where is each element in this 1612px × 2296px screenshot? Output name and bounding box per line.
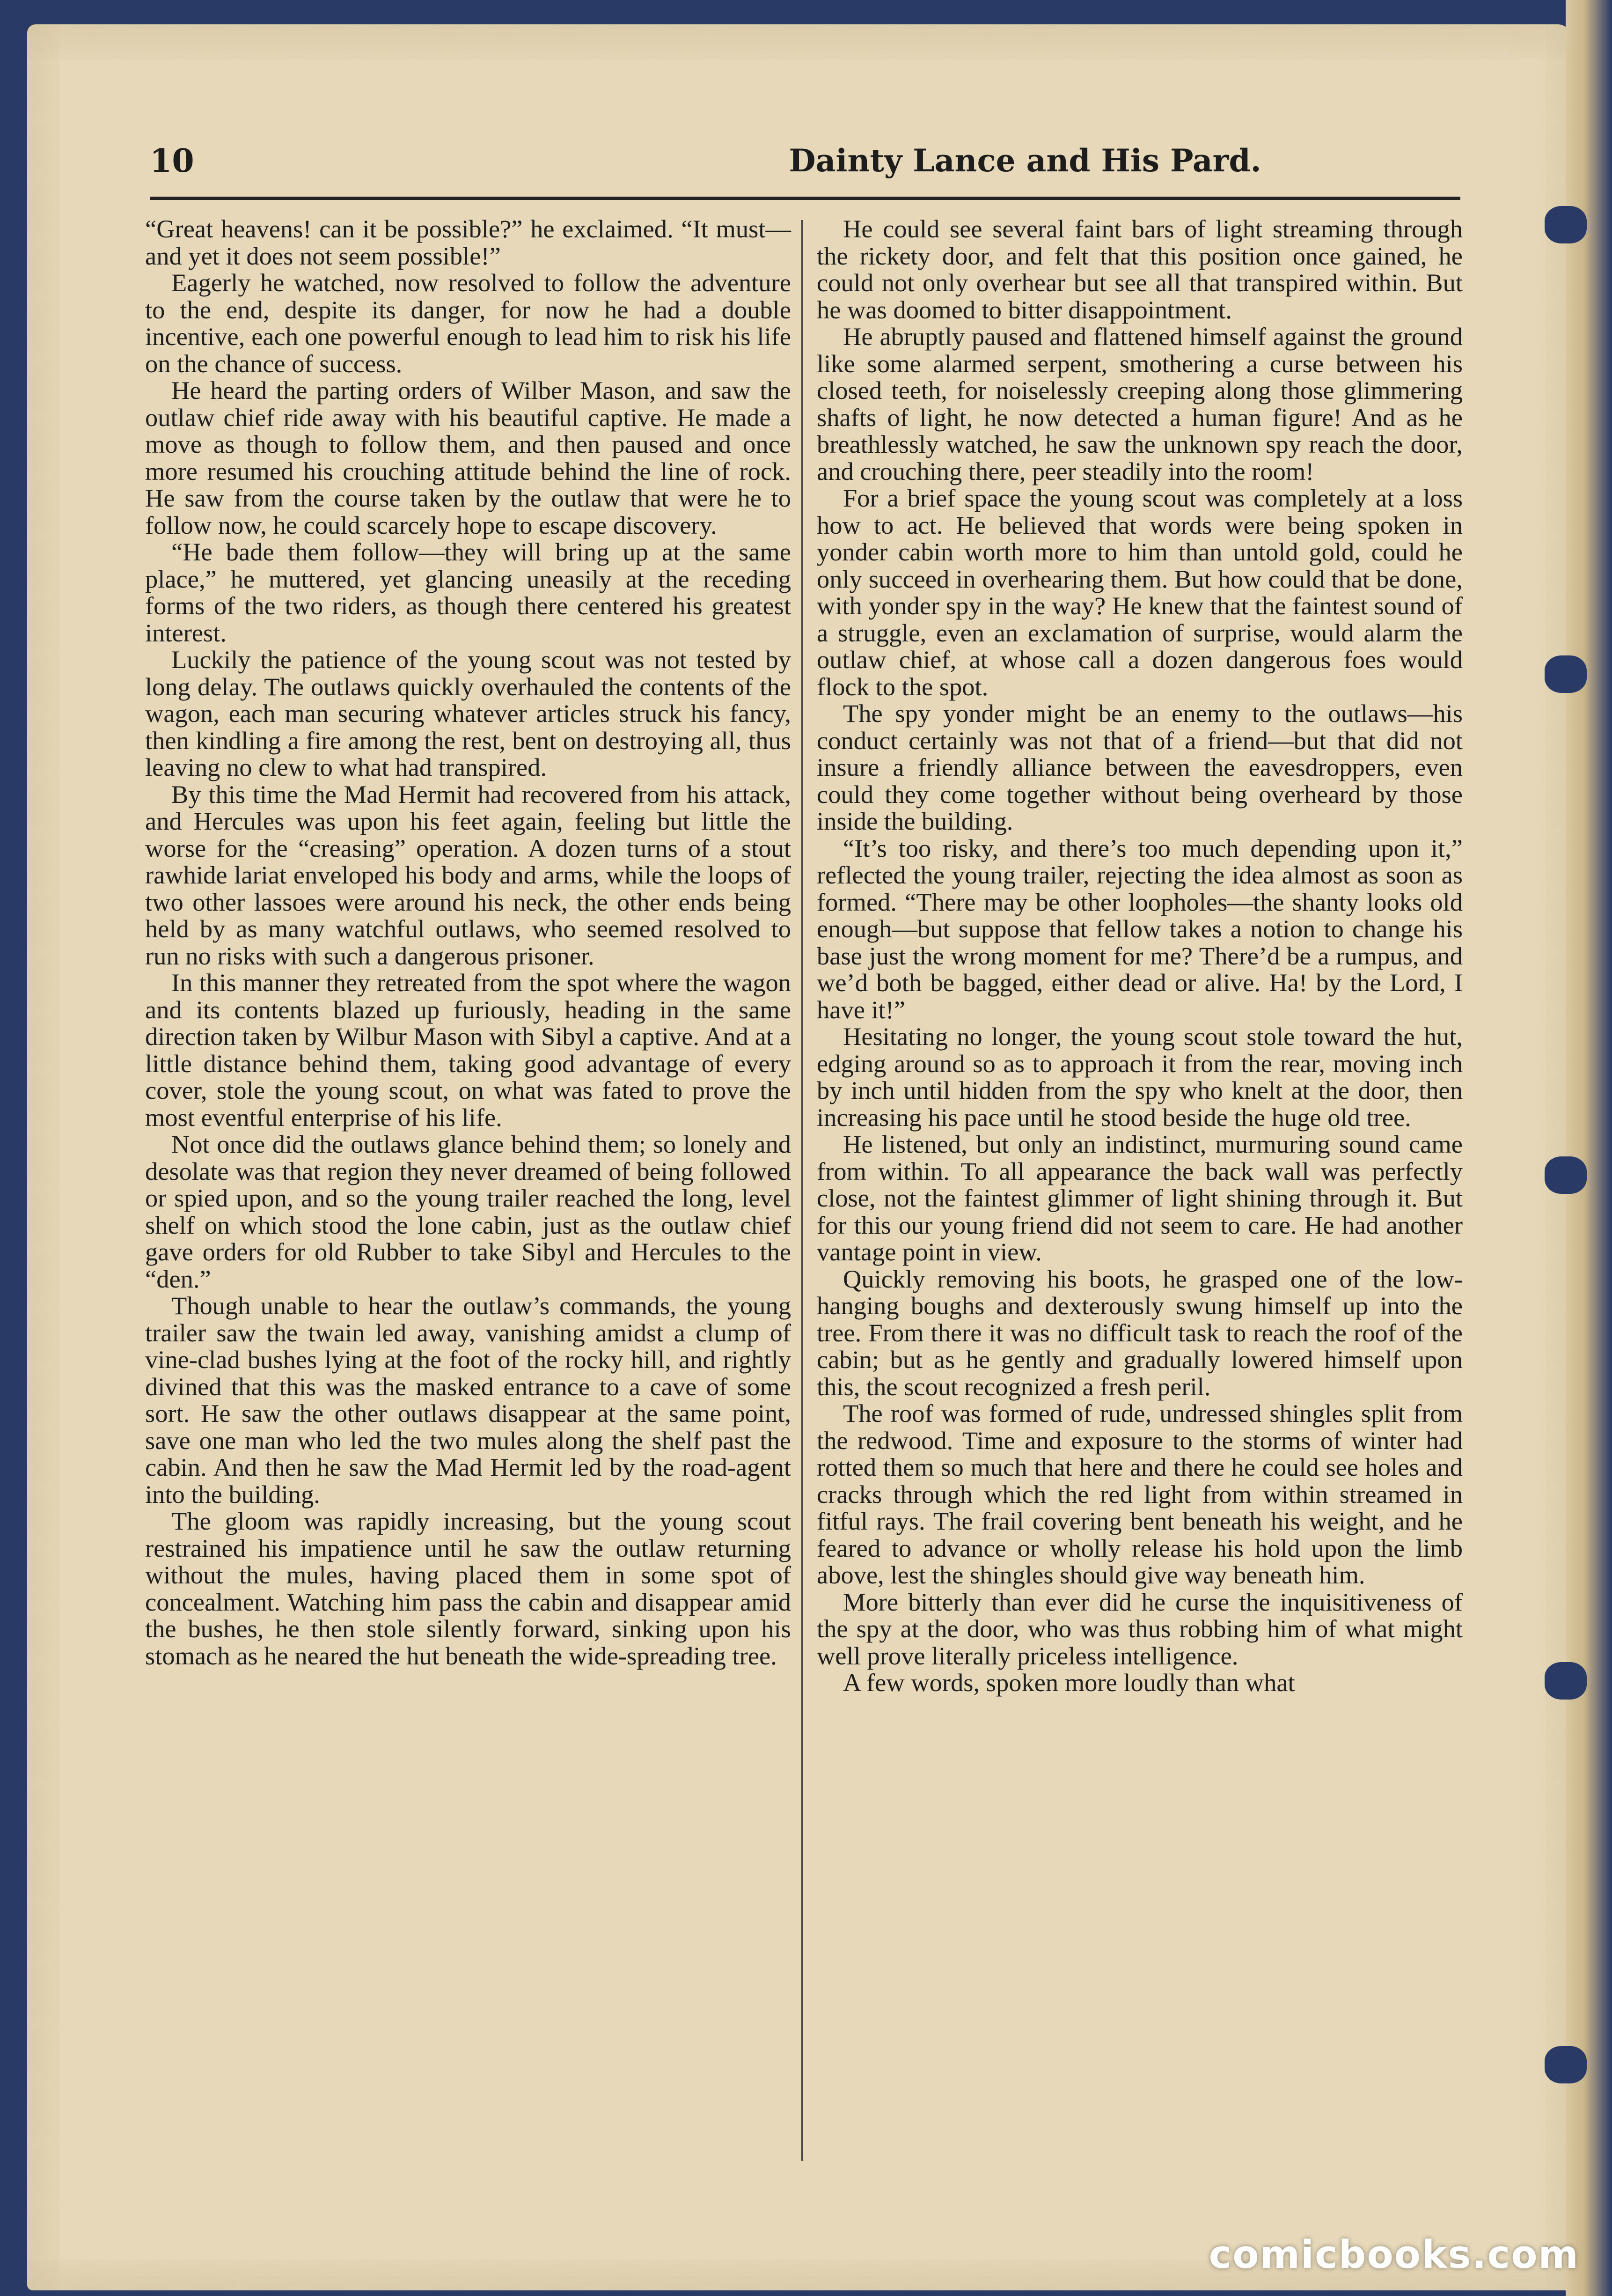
binding-hole <box>1545 1662 1587 1700</box>
paragraph: The spy yonder might be an enemy to the outlaws—his conduct certainly was not that of a friend—but that did not insure a friendly alliance between the eavesdroppers, even could they come together without being overheard by those inside the building. <box>817 699 1463 835</box>
text-column-left <box>145 215 791 1669</box>
paragraph: Luckily the patience of the young scout was not tested by long delay. The outlaws quickly overhauled the contents of the wagon, each man securing whatever articles struck his fancy, then kindling a fire among the rest, bent on destroying all, thus leaving no clew to what had transpired. <box>145 645 791 781</box>
paragraph: “Great heavens! can it be possible?” he exclaimed. “It must—and yet it does not seem possible!” <box>145 214 791 270</box>
page-number: 10 <box>150 142 194 180</box>
header-rule <box>150 197 1460 200</box>
paragraph: “It’s too risky, and there’s too much depending upon it,” reflected the young trailer, rejecting the idea almost as soon as formed. “There may be other loopholes—the shanty looks old enough—but suppose that fellow takes a notion to change his base just the wrong moment for me? There’d be a rumpus, and we’d both be bagged, either dead or alive. Ha! by the Lord, I have it!” <box>817 833 1463 1024</box>
paragraph: The gloom was rapidly increasing, but the young scout restrained his impatience until he saw the outlaw returning without the mules, having placed them in some spot of concealment. Watching him pass the cabin and disappear amid the bushes, he then stole silently forward, sinking upon his stomach as he neared the hut beneath the wide-spreading tree. <box>145 1507 791 1670</box>
binding-hole <box>1545 2046 1587 2083</box>
running-title: Dainty Lance and His Pard. <box>789 142 1261 179</box>
paragraph: “He bade them follow—they will bring up at the same place,” he muttered, yet glancing uneasily at the receding forms of the two riders, as though there centered his greatest interest. <box>145 537 791 647</box>
paragraph: For a brief space the young scout was completely at a loss how to act. He believed that words were being spoken in yonder cabin worth more to him than untold gold, could he only succeed in overhearing them. But how could that be done, with yonder spy in the way? He knew that the faintest sound of a struggle, even an exclamation of surprise, would alarm the outlaw chief, at whose call a dozen dangerous foes would flock to the spot. <box>817 484 1463 701</box>
paragraph: Eagerly he watched, now resolved to follow the adventure to the end, despite its danger, for now he had a double incentive, each one powerful enough to lead him to risk his life on the chance of success. <box>145 268 791 378</box>
page-spine-edge <box>1566 0 1612 2296</box>
paragraph: Though unable to hear the outlaw’s commands, the young trailer saw the twain led away, vanishing amidst a clump of vine-clad bushes lying at the foot of the rocky hill, and rightly divined that this was the masked entrance to a cave of some sort. He saw the other outlaws disappear at the same point, save one man who led the two mules along the shelf past the cabin. And then he saw the Mad Hermit led by the road-agent into the building. <box>145 1291 791 1509</box>
paragraph: He listened, but only an indistinct, murmuring sound came from within. To all appearance the back wall was perfectly close, not the faintest glimmer of light shining through it. But for this our young friend did not seem to care. He had another vantage point in view. <box>817 1130 1463 1266</box>
binding-hole <box>1545 206 1587 243</box>
column-divider <box>801 220 803 2161</box>
paragraph: The roof was formed of rude, undressed shingles split from the redwood. Time and exposure to the storms of winter had rotted them so much that here and there he could see holes and cracks through which the red light from within streamed in fitful rays. The frail covering bent beneath his weight, and he feared to advance or wholly release his hold upon the limb above, lest the shingles should give way beneath him. <box>817 1399 1463 1589</box>
paragraph: In this manner they retreated from the spot where the wagon and its contents blazed up furiously, heading in the same direction taken by Wilbur Mason with Sibyl a captive. And at a little distance behind them, taking good advantage of every cover, stole the young scout, on what was fated to prove the most eventful enterprise of his life. <box>145 968 791 1132</box>
paragraph: He abruptly paused and flattened himself against the ground like some alarmed serpent, smothering a curse between his closed teeth, for noiselessly creeping along those glimmering shafts of light, he now detected a human figure! And as he breathlessly watched, he saw the unknown spy reach the door, and crouching there, peer steadily into the room! <box>817 322 1463 486</box>
watermark: comicbooks.com <box>1209 2233 1579 2277</box>
paragraph: He heard the parting orders of Wilber Mason, and saw the outlaw chief ride away with his beautiful captive. He made a move as though to follow them, and then paused and once more resumed his crouching attitude behind the line of rock. He saw from the course taken by the outlaw that were he to follow now, he could scarcely hope to escape discovery. <box>145 376 791 539</box>
paragraph: He could see several faint bars of light streaming through the rickety door, and felt that this position once gained, he could not only overhear but see all that transpired within. But he was doomed to bitter disappointment. <box>817 214 1463 324</box>
binding-hole <box>1545 1156 1587 1194</box>
paragraph: By this time the Mad Hermit had recovered from his attack, and Hercules was upon his feet again, feeling but little the worse for the “creasing” operation. A dozen turns of a stout rawhide lariat enveloped his body and arms, while the loops of two other lassoes were around his neck, the other ends being held by as many watchful outlaws, who seemed resolved to run no risks with such a dangerous prisoner. <box>145 780 791 970</box>
paragraph: A few words, spoken more loudly than what <box>843 1668 1295 1697</box>
text-column-right <box>817 215 1463 1696</box>
paragraph: Hesitating no longer, the young scout stole toward the hut, edging around so as to approach it from the rear, moving inch by inch until hidden from the spy who knelt at the door, then increasing his pace until he stood beside the huge old tree. <box>817 1022 1463 1132</box>
paragraph: More bitterly than ever did he curse the inquisitiveness of the spy at the door, who was thus robbing him of what might well prove literally priceless intelligence. <box>817 1587 1463 1670</box>
paragraph: Quickly removing his boots, he grasped one of the low-hanging boughs and dexterously swung himself up into the tree. From there it was no difficult task to reach the roof of the cabin; but as he gently and gradually lowered himself upon this, the scout recognized a fresh peril. <box>817 1264 1463 1401</box>
binding-hole <box>1545 655 1587 693</box>
paragraph: Not once did the outlaws glance behind them; so lonely and desolate was that region they never dreamed of being followed or spied upon, and so the young trailer reached the long, level shelf on which stood the lone cabin, just as the outlaw chief gave orders for old Rubber to take Sibyl and Hercules to the “den.” <box>145 1130 791 1293</box>
page-header <box>150 136 1498 201</box>
